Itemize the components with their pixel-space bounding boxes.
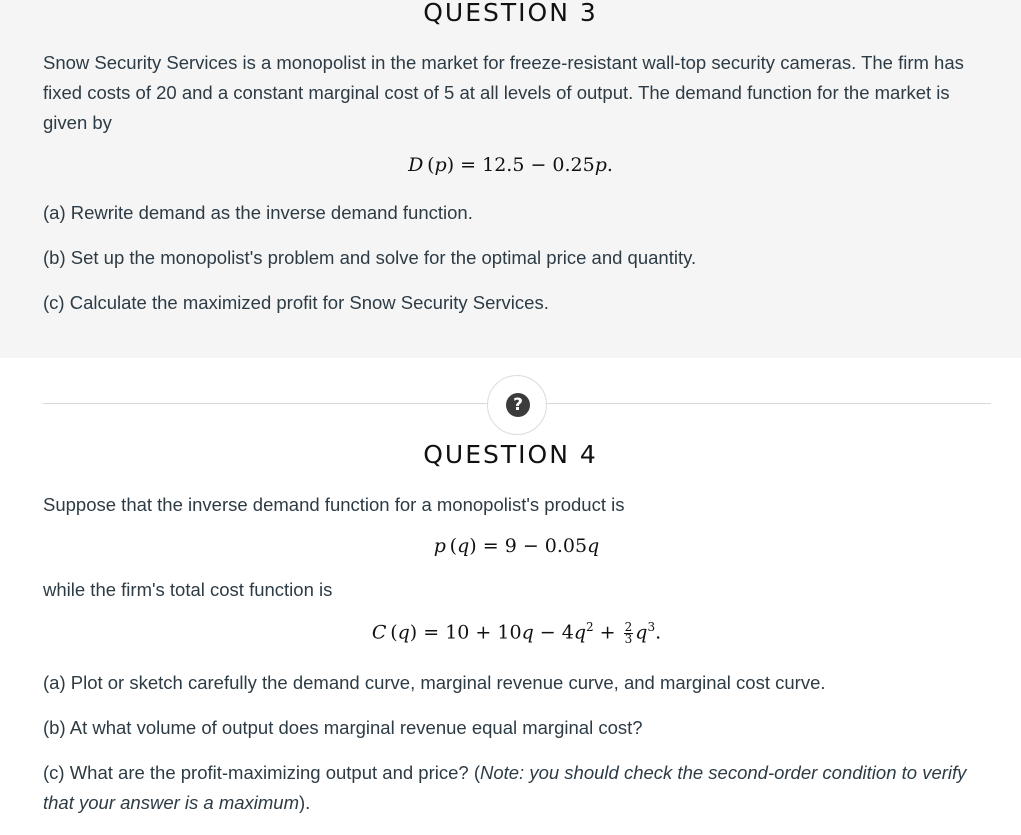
part-c-text: (c) What are the profit-maximizing output and price? (: [43, 762, 480, 783]
question-3-part-c: (c) Calculate the maximized profit for Snow Security Services.: [43, 292, 549, 313]
demand-equation: D (p) = 12.5 − 0.25p.: [408, 154, 613, 176]
question-3-part-b: (b) Set up the monopolist's problem and solve for the optimal price and quantity.: [43, 247, 697, 268]
question-4-part-a: (a) Plot or sketch carefully the demand curve, marginal revenue curve, and marginal cost curve.: [43, 672, 826, 693]
question-4-part-b: (b) At what volume of output does marginal revenue equal marginal cost?: [43, 717, 643, 738]
part-c-note: Note: you should check the second-order condition to verify that your answer is a maximum: [43, 762, 967, 813]
two-thirds-fraction: $\frac{2}{3}$: [624, 619, 633, 646]
question-3-panel: [0, 0, 1021, 358]
cost-equation: C $(q) = 10 + 10q - 4q^2$ + $\frac{2}{3}$ $q^3$.: [371, 619, 662, 646]
question-mark-icon: ?: [506, 393, 530, 417]
question-4-intro: Suppose that the inverse demand function for a monopolist's product is: [43, 494, 625, 515]
question-4-part-c: [43, 758, 993, 818]
question-4-title: QUESTION 4: [423, 440, 598, 469]
part-c-end: ).: [299, 792, 311, 813]
question-3-intro: Snow Security Services is a monopolist in the market for freeze-resistant wall-top security cameras. The firm has fixed costs of 20 and a constant marginal cost of 5 at all levels of output. The demand function for the market is given by: [43, 52, 964, 133]
question-badge: [487, 375, 547, 435]
question-3-part-a: (a) Rewrite demand as the inverse demand function.: [43, 202, 473, 223]
inverse-demand-equation: p (q) = 9 − 0.05q: [433, 535, 600, 557]
cost-function-intro: while the firm's total cost function is: [43, 579, 333, 600]
question-3-title: QUESTION 3: [423, 0, 598, 27]
